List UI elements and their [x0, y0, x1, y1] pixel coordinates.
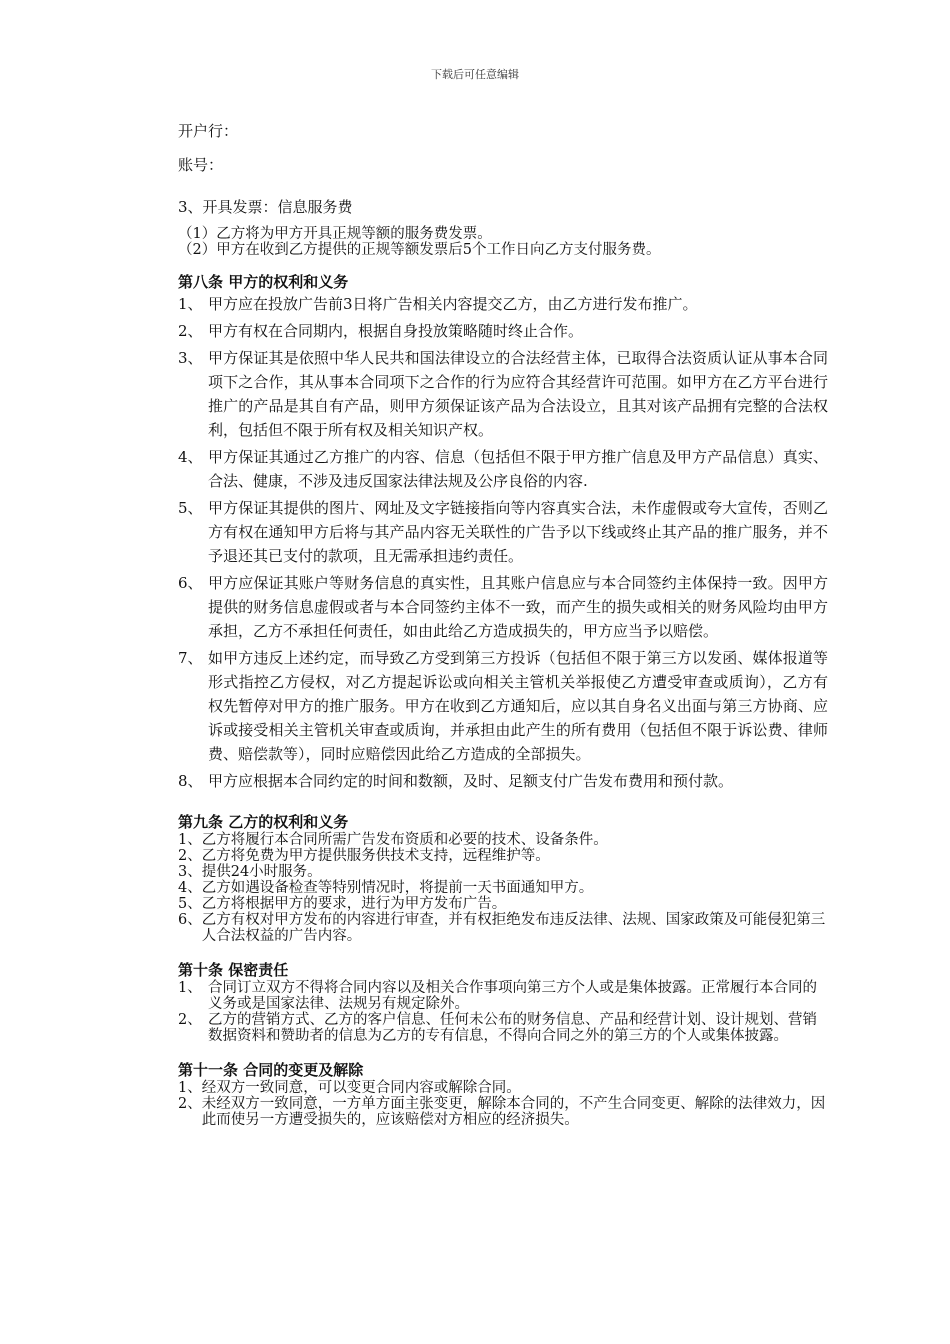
item-text: 甲方应保证其账户等财务信息的真实性，且其账户信息应与本合同签约主体保持一致。因甲方提供的财务信息虚假或者与本合同签约主体不一致，而产生的损失或相关的财务风险均由甲方承担，乙方不承担任何责任，如由此给乙方造成损失的，甲方应当予以赔偿。	[208, 574, 828, 640]
list-item	[178, 646, 828, 766]
list-item	[178, 292, 828, 316]
item-text: 甲方应根据本合同约定的时间和数额，及时、足额支付广告发布费用和预付款。	[208, 772, 734, 790]
item-number: 2、	[178, 1012, 202, 1028]
item-text: 乙方有权对甲方发布的内容进行审查，并有权拒绝发布违反法律、法规、国家政策及可能侵犯第三人合法权益的广告内容。	[201, 912, 826, 944]
item-number: 1、	[178, 832, 202, 848]
item-text: 乙方如遇设备检查等特别情况时，将提前一天书面通知甲方。	[201, 880, 594, 896]
item-text: 乙方将免费为甲方提供服务供技术支持，远程维护等。	[201, 848, 550, 864]
item-number: 2、	[178, 1096, 202, 1112]
list-item	[178, 1012, 828, 1044]
item-number: 7、	[178, 649, 203, 667]
item-number: 6、	[178, 912, 202, 928]
article-10-title: 第十条 保密责任	[178, 961, 289, 979]
item-number: 8、	[178, 772, 203, 790]
list-item	[178, 980, 828, 1012]
article-11-list	[178, 1080, 828, 1128]
article-9-list	[178, 832, 828, 944]
article-10-list	[178, 980, 828, 1044]
list-item	[178, 571, 828, 643]
invoice-item: （1）乙方将为甲方开具正规等额的服务费发票。	[178, 226, 492, 242]
item-text: 合同订立双方不得将合同内容以及相关合作事项向第三方个人或是集体披露。正常履行本合同的义务或是国家法律、法规另有规定除外。	[208, 980, 817, 1012]
item-number: 1、	[178, 295, 203, 313]
account-bank-label: 开户行：	[178, 122, 239, 140]
item-text: 乙方的营销方式、乙方的客户信息、任何未公布的财务信息、产品和经营计划、设计规划、营销数据资料和赞助者的信息为乙方的专有信息，不得向合同之外的第三方的个人或集体披露。	[208, 1012, 817, 1044]
page-header-note: 下载后可任意编辑	[431, 68, 519, 81]
article-8-list	[178, 292, 828, 793]
contract-page	[178, 120, 828, 1128]
list-item	[178, 864, 828, 880]
item-text: 乙方将履行本合同所需广告发布资质和必要的技术、设备条件。	[201, 832, 608, 848]
list-item	[178, 880, 828, 896]
list-item	[178, 496, 828, 568]
item-number: 4、	[178, 880, 202, 896]
list-item	[178, 832, 828, 848]
item-text: 如甲方违反上述约定，而导致乙方受到第三方投诉（包括但不限于第三方以发函、媒体报道等形式指控乙方侵权，对乙方提起诉讼或向相关主管机关举报使乙方遭受审查或质询），乙方有权先暂停对甲方的推广服务。甲方在收到乙方通知后，应以其自身名义出面与第三方协商、应诉或接受相关主管机关审查或质询，并承担由此产生的所有费用（包括但不限于诉讼费、律师费、赔偿款等），同时应赔偿因此给乙方造成的全部损失。	[208, 649, 828, 763]
list-item	[178, 346, 828, 442]
item-number: 1、	[178, 980, 202, 996]
list-item	[178, 1080, 828, 1096]
item-text: 甲方保证其提供的图片、网址及文字链接指向等内容真实合法，未作虚假或夸大宣传，否则乙方有权在通知甲方后将与其产品内容无关联性的广告予以下线或终止其产品的推广服务，并不予退还其已支付的款项，且无需承担违约责任。	[208, 499, 828, 565]
item-text: 提供24小时服务。	[201, 864, 322, 880]
list-item	[178, 912, 828, 944]
list-item	[178, 1096, 828, 1128]
item-number: 4、	[178, 448, 203, 466]
item-text: 甲方保证其通过乙方推广的内容、信息（包括但不限于甲方推广信息及甲方产品信息）真实、合法、健康，不涉及违反国家法律法规及公序良俗的内容.	[208, 448, 828, 490]
invoice-item: （2）甲方在收到乙方提供的正规等额发票后5个工作日向乙方支付服务费。	[178, 242, 661, 258]
list-item	[178, 896, 828, 912]
list-item	[178, 319, 828, 343]
article-11-title: 第十一条 合同的变更及解除	[178, 1061, 364, 1079]
item-text: 甲方保证其是依照中华人民共和国法律设立的合法经营主体，已取得合法资质认证从事本合同项下之合作，其从事本合同项下之合作的行为应符合其经营许可范围。如甲方在乙方平台进行推广的产品是其自有产品，则甲方须保证该产品为合法设立，且其对该产品拥有完整的合法权利，包括但不限于所有权及相关知识产权。	[208, 349, 828, 439]
invoice-list	[178, 226, 828, 258]
item-number: 3、	[178, 864, 202, 880]
list-item	[178, 848, 828, 864]
item-text: 甲方应在投放广告前3日将广告相关内容提交乙方，由乙方进行发布推广。	[208, 295, 698, 313]
item-text: 未经双方一致同意，一方单方面主张变更，解除本合同的，不产生合同变更、解除的法律效力，因此而使另一方遭受损失的，应该赔偿对方相应的经济损失。	[201, 1096, 826, 1128]
item-text: 经双方一致同意，可以变更合同内容或解除合同。	[201, 1080, 521, 1096]
article-9-title: 第九条 乙方的权利和义务	[178, 813, 349, 831]
item-number: 6、	[178, 574, 203, 592]
article-8-title: 第八条 甲方的权利和义务	[178, 273, 349, 291]
list-item	[178, 445, 828, 493]
item-number: 2、	[178, 322, 203, 340]
invoice-title: 3、开具发票：信息服务费	[178, 198, 353, 216]
item-number: 5、	[178, 896, 202, 912]
item-number: 2、	[178, 848, 202, 864]
item-text: 甲方有权在合同期内，根据自身投放策略随时终止合作。	[208, 322, 584, 340]
item-number: 5、	[178, 499, 203, 517]
item-number: 1、	[178, 1080, 202, 1096]
item-text: 乙方将根据甲方的要求，进行为甲方发布广告。	[201, 896, 507, 912]
list-item	[178, 769, 828, 793]
item-number: 3、	[178, 349, 203, 367]
account-number-label: 账号：	[178, 156, 224, 174]
